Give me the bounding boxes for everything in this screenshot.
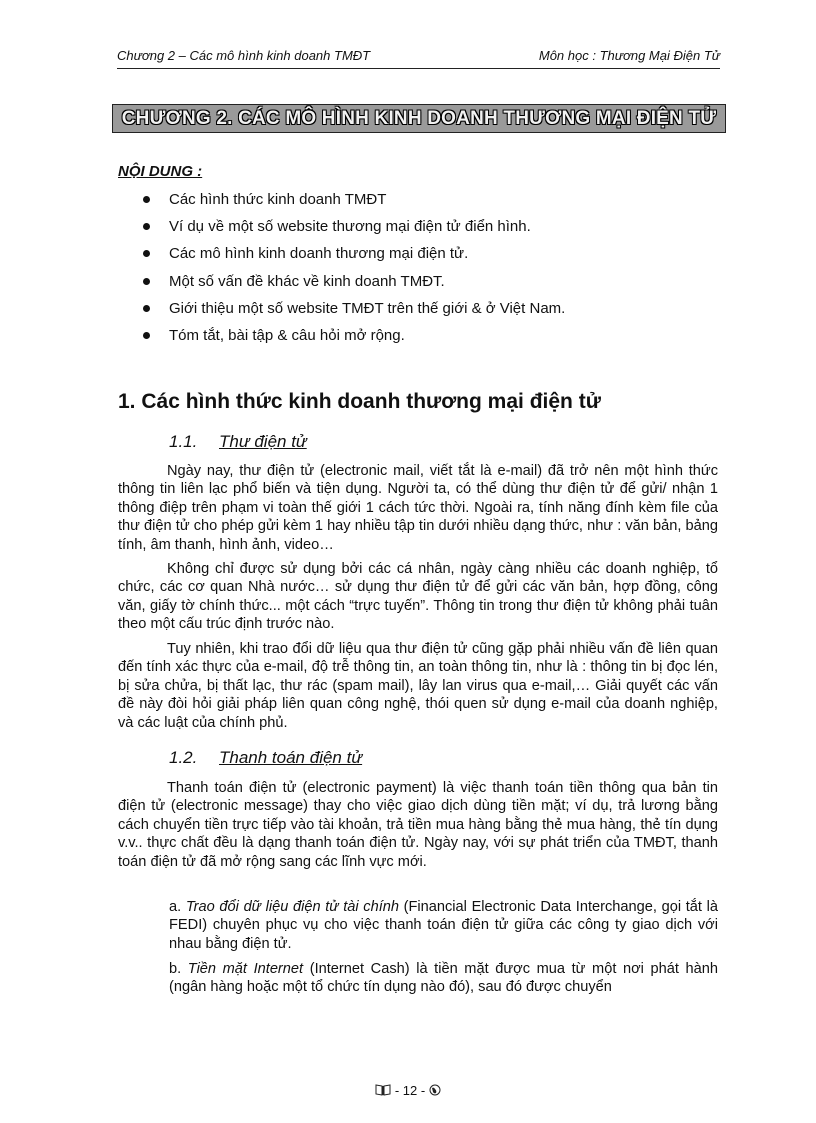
list-item: Các hình thức kinh doanh TMĐT: [118, 187, 565, 214]
book-icon: [375, 1084, 391, 1099]
subsection-1-1-heading: [169, 432, 307, 452]
subsection-number: 1.1.: [169, 432, 198, 451]
list-item: Một số vấn đề khác về kinh doanh TMĐT.: [118, 269, 565, 296]
term: Tiền mặt Internet: [187, 961, 304, 977]
list-item-a: a. Trao đổi dữ liệu điện tử tài chính (Financial Electronic Data Interchange, gọi tắt là FEDI) chuyên phục vụ cho việc thanh toán điện tử giữa các công ty giao dịch với nhau bằng điện tử.: [169, 899, 718, 952]
subsection-1-2-heading: [169, 748, 362, 768]
globe-icon: [429, 1084, 441, 1099]
list-item: Giới thiệu một số website TMĐT trên thế giới & ở Việt Nam.: [118, 296, 565, 323]
list-item: Tóm tắt, bài tập & câu hỏi mở rộng.: [118, 323, 565, 350]
contents-list: [118, 187, 565, 350]
chapter-title: CHƯƠNG 2. CÁC MÔ HÌNH KINH DOANH THƯƠNG MẠI ĐIỆN TỬ: [112, 104, 726, 133]
page-footer: [0, 1083, 816, 1099]
subsection-title: Thanh toán điện tử: [219, 748, 363, 767]
page-number: - 12 -: [394, 1083, 426, 1098]
bullet-icon: [143, 305, 150, 312]
paragraph: Ngày nay, thư điện tử (electronic mail, viết tắt là e-mail) đã trở nên một hình thức thông tin liên lạc phổ biến và tiện dụng. Người ta, có thể dùng thư điện tử để gửi/ nhận 1 thông điệp trên phạm vi toàn thế giới 1 cách tức thời. Ngoài ra, tính năng đính kèm file của thư điện tử cho phép gửi kèm 1 hay nhiều tập tin dưới nhiều dạng thức, như : văn bản, bảng tính, âm thanh, hình ảnh, video…: [118, 463, 718, 553]
term: Trao đổi dữ liệu điện tử tài chính: [185, 899, 399, 915]
bullet-icon: [143, 332, 150, 339]
paragraph: Tuy nhiên, khi trao đổi dữ liệu qua thư điện tử cũng gặp phải nhiều vấn đề liên quan đến tính xác thực của e-mail, độ trễ thông tin, an toàn thông tin, như là : thông tin bị đọc lén, bị sửa chửa, bị thất lạc, thư rác (spam mail), lây lan virus qua e-mail,… Giải quyết các vấn đề này đòi hỏi giải pháp liên quan công nghệ, thói quen sử dụng e-mail của doanh nghiệp, và các luật của chính phủ.: [118, 641, 718, 731]
bullet-icon: [143, 223, 150, 230]
list-item: Ví dụ về một số website thương mại điện tử điển hình.: [118, 214, 565, 241]
list-item: Các mô hình kinh doanh thương mại điện tử.: [118, 241, 565, 268]
subsection-number: 1.2.: [169, 748, 198, 767]
paragraph: Không chỉ được sử dụng bởi các cá nhân, ngày càng nhiều các doanh nghiệp, tổ chức, các cơ quan Nhà nước… sử dụng thư điện tử để gửi các văn bản, hợp đồng, công văn, giấy tờ chính thức... một cách “trực tuyến”. Thông tin trong thư điện tử không phải tuân theo một cấu trúc định trước nào.: [118, 561, 718, 633]
bullet-icon: [143, 196, 150, 203]
bullet-icon: [143, 250, 150, 257]
header-course: Môn học : Thương Mại Điện Tử: [538, 48, 720, 63]
subsection-title: Thư điện tử: [219, 432, 307, 451]
page-header: [117, 48, 720, 69]
list-item-b: b. Tiền mặt Internet (Internet Cash) là tiền mặt được mua từ một nơi phát hành (ngân hàng hoặc một tổ chức tín dụng nào đó), sau đó được chuyển: [169, 961, 718, 996]
section-1-heading: 1. Các hình thức kinh doanh thương mại điện tử: [118, 390, 601, 413]
header-chapter: Chương 2 – Các mô hình kinh doanh TMĐT: [117, 48, 371, 63]
contents-heading: NỘI DUNG :: [118, 163, 203, 180]
bullet-icon: [143, 278, 150, 285]
paragraph: Thanh toán điện tử (electronic payment) là việc thanh toán tiền thông qua bản tin điện tử (electronic message) thay cho việc giao dịch dùng tiền mặt; ví dụ, trả lương bằng cách chuyển tiền trực tiếp vào tài khoản, trả tiền mua hàng bằng thẻ mua hàng, thẻ tín dụng v.v.. thực chất đều là dạng thanh toán điện tử. Ngày nay, với sự phát triển của TMĐT, thanh toán điện tử đã mở rộng sang các lĩnh vực mới.: [118, 780, 718, 870]
